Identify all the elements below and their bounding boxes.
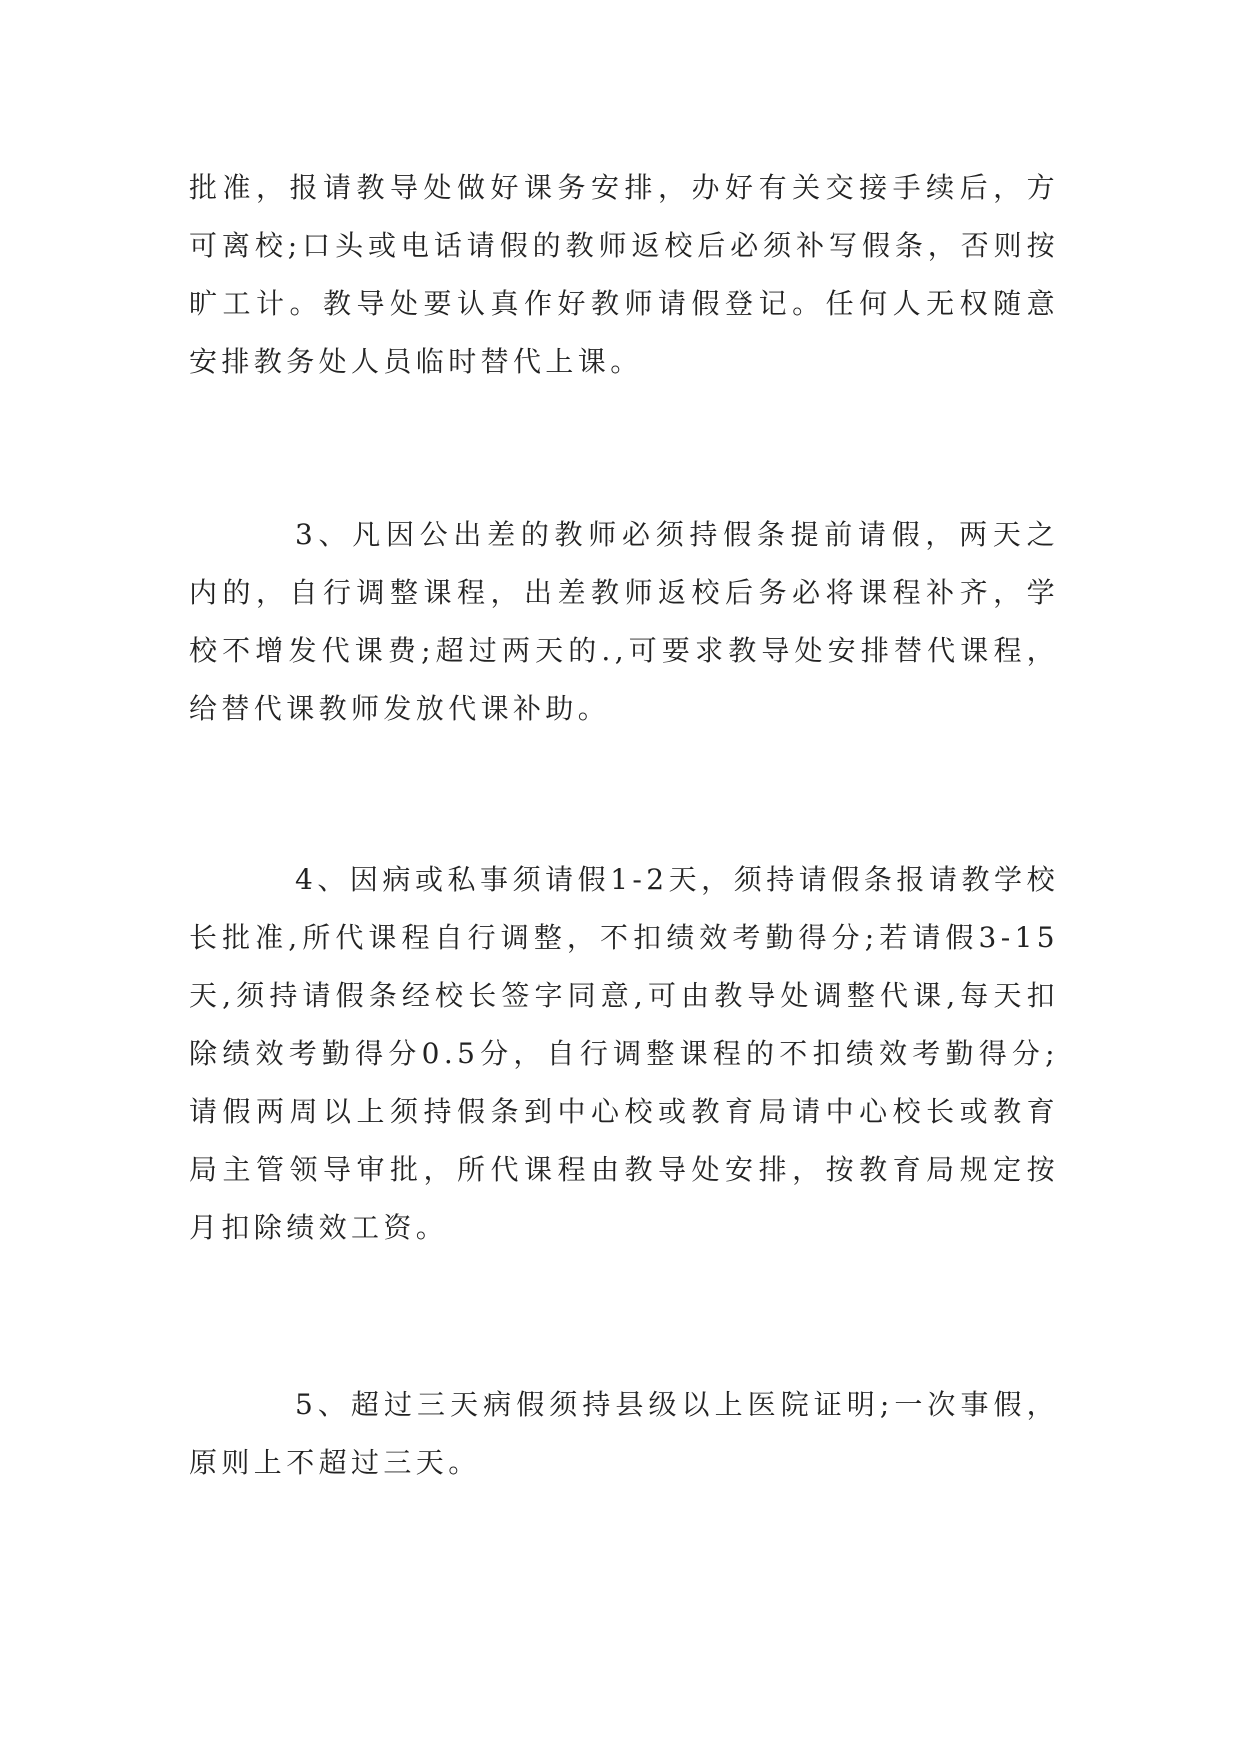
paragraph-item-3: 3、凡因公出差的教师必须持假条提前请假，两天之内的，自行调整课程，出差教师返校后务必将课程补齐，学校不增发代课费;超过两天的.,可要求教导处安排替代课程，给替代课教师发放代课补助。 bbox=[189, 518, 1059, 725]
paragraph-continuation: 批准，报请教导处做好课务安排，办好有关交接手续后，方可离校;口头或电话请假的教师返校后必须补写假条，否则按旷工计。教导处要认真作好教师请假登记。任何人无权随意安排教务处人员临时替代上课。 bbox=[189, 171, 1059, 378]
paragraph-item-5: 5、超过三天病假须持县级以上医院证明;一次事假，原则上不超过三天。 bbox=[189, 1388, 1059, 1479]
paragraph-item-4: 4、因病或私事须请假1-2天，须持请假条报请教学校长批准,所代课程自行调整，不扣绩效考勤得分;若请假3-15天,须持请假条经校长签字同意,可由教导处调整代课,每天扣除绩效考勤得分0.5分，自行调整课程的不扣绩效考勤得分;请假两周以上须持假条到中心校或教育局请中心校长或教育局主管领导审批，所代课程由教导处安排，按教育局规定按月扣除绩效工资。 bbox=[189, 863, 1059, 1244]
